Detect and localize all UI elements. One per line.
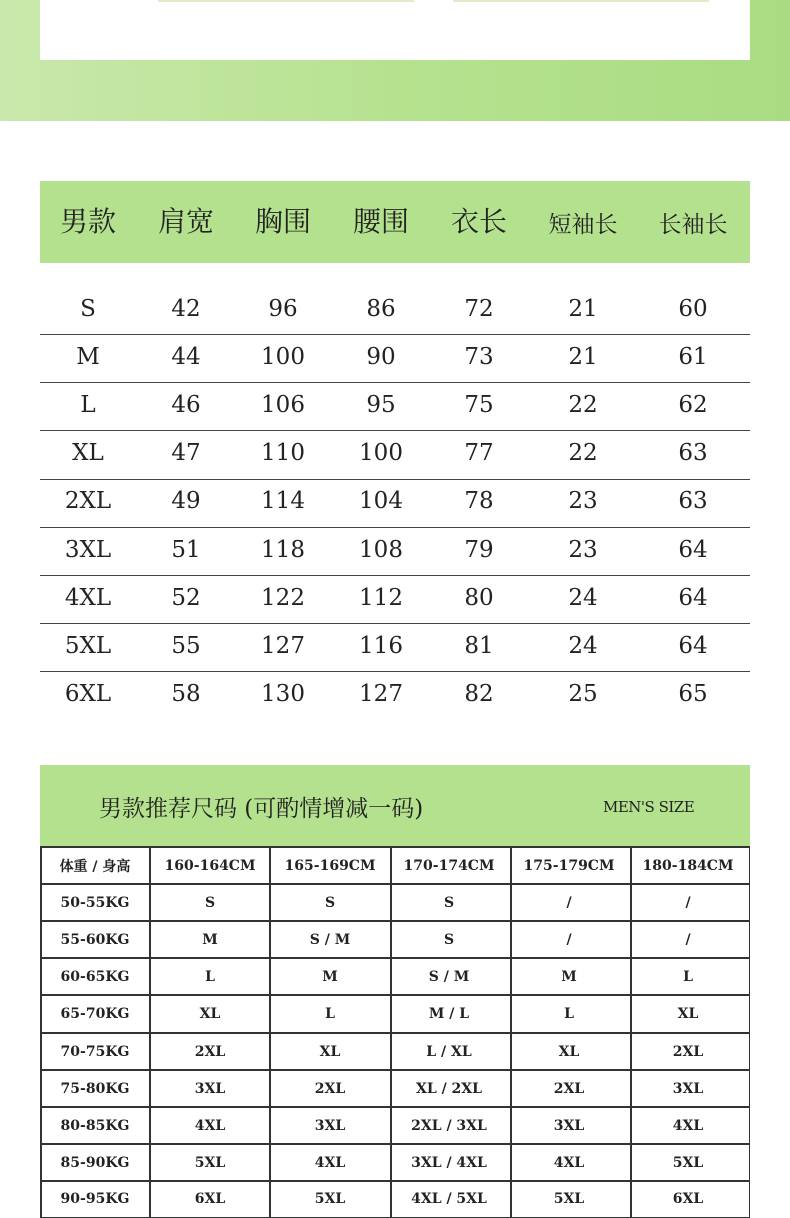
recommend-cell: 6XL xyxy=(194,1191,226,1208)
size-label: 6XL xyxy=(64,680,112,707)
size-value: 77 xyxy=(464,440,494,467)
weight-label: 70-75KG xyxy=(60,1043,130,1060)
recommend-cell: 2XL xyxy=(553,1080,585,1097)
size-value: 95 xyxy=(366,392,396,419)
recommend-cell: XL xyxy=(199,1006,221,1022)
recommend-cell: 3XL xyxy=(672,1080,704,1097)
grid-line xyxy=(269,846,271,1218)
size-row xyxy=(40,384,750,432)
recommend-cell: XL xyxy=(319,1043,341,1060)
grid-line xyxy=(40,1069,750,1071)
grid-line xyxy=(40,1106,750,1108)
recommend-cell: 3XL xyxy=(194,1080,226,1097)
size-header-cell: 长袖长 xyxy=(658,212,728,238)
recommend-cell: 4XL xyxy=(553,1154,585,1171)
grid-line xyxy=(40,1143,750,1145)
size-value: 104 xyxy=(359,488,403,515)
size-value: 110 xyxy=(261,440,305,467)
recommend-cell: / xyxy=(566,931,572,948)
recommend-cell: S / M xyxy=(428,968,470,985)
card-divider xyxy=(453,0,709,2)
recommend-cell: L / XL xyxy=(426,1043,472,1060)
weight-label: 60-65KG xyxy=(60,968,130,985)
size-value: 58 xyxy=(171,680,201,707)
size-value: 61 xyxy=(678,344,708,371)
size-header-cell: 男款 xyxy=(59,205,117,238)
size-value: 118 xyxy=(261,536,305,563)
weight-label: 50-55KG xyxy=(60,894,130,911)
recommend-header-cell: 165-169CM xyxy=(284,857,376,874)
size-value: 112 xyxy=(359,584,403,611)
recommend-cell: / xyxy=(685,894,691,911)
size-label: 3XL xyxy=(64,536,112,563)
recommend-cell: 4XL xyxy=(314,1154,346,1171)
recommend-cell: XL / 2XL xyxy=(415,1080,483,1097)
recommend-header-cell: 170-174CM xyxy=(403,857,495,874)
recommend-header-cell: 175-179CM xyxy=(523,857,615,874)
size-row xyxy=(40,480,750,528)
size-row xyxy=(40,288,750,336)
recommend-header-cell: 体重 / 身高 xyxy=(59,858,131,875)
recommend-cell: M xyxy=(322,968,338,985)
recommend-cell: 2XL xyxy=(672,1043,704,1060)
grid-line xyxy=(40,846,42,1218)
grid-line xyxy=(40,994,750,996)
recommend-subtitle: MEN'S SIZE xyxy=(603,798,695,816)
size-value: 60 xyxy=(678,296,708,322)
grid-line xyxy=(630,846,632,1218)
grid-line xyxy=(40,957,750,959)
size-label: XL xyxy=(72,440,104,467)
size-value: 21 xyxy=(568,296,598,322)
grid-line xyxy=(40,920,750,922)
recommend-cell: L xyxy=(325,1006,335,1022)
size-header-cell: 短袖长 xyxy=(548,212,618,238)
recommend-cell: L xyxy=(564,1006,574,1022)
weight-label: 75-80KG xyxy=(60,1080,130,1097)
recommend-cell: S xyxy=(443,894,455,911)
recommend-cell: 5XL xyxy=(314,1191,346,1208)
size-value: 21 xyxy=(568,344,598,371)
size-label: 2XL xyxy=(64,488,112,515)
size-value: 65 xyxy=(678,680,708,707)
weight-label: 55-60KG xyxy=(60,931,130,948)
grid-line xyxy=(749,846,751,1218)
recommend-title: 男款推荐尺码 (可酌情增减一码) xyxy=(99,796,424,822)
size-value: 64 xyxy=(678,584,708,611)
size-value: 64 xyxy=(678,536,708,563)
size-row xyxy=(40,577,750,625)
recommend-cell: M / L xyxy=(428,1006,470,1022)
size-value: 114 xyxy=(261,488,305,515)
weight-label: 65-70KG xyxy=(60,1006,130,1022)
size-value: 130 xyxy=(261,680,305,707)
size-label: M xyxy=(76,344,100,371)
size-value: 23 xyxy=(568,536,598,563)
size-value: 116 xyxy=(359,632,403,659)
recommend-cell: M xyxy=(202,931,218,948)
recommend-cell: 6XL xyxy=(672,1191,704,1208)
recommend-cell: / xyxy=(685,931,691,948)
size-label: S xyxy=(80,296,96,322)
size-value: 90 xyxy=(366,344,396,371)
recommend-cell: 3XL xyxy=(314,1117,346,1134)
row-divider xyxy=(40,334,750,335)
row-divider xyxy=(40,382,750,383)
size-value: 25 xyxy=(568,680,598,707)
recommend-grid xyxy=(40,846,750,1218)
recommend-cell: M xyxy=(561,968,577,985)
size-row xyxy=(40,529,750,577)
grid-line xyxy=(40,846,750,848)
recommend-cell: / xyxy=(566,894,572,911)
weight-label: 90-95KG xyxy=(60,1191,130,1208)
recommend-cell: S / M xyxy=(309,931,351,948)
size-value: 72 xyxy=(464,296,494,322)
size-value: 100 xyxy=(261,344,305,371)
recommend-cell: S xyxy=(443,931,455,948)
size-value: 49 xyxy=(171,488,201,515)
size-value: 64 xyxy=(678,632,708,659)
size-value: 62 xyxy=(678,392,708,419)
size-value: 47 xyxy=(171,440,201,467)
size-header-cell: 肩宽 xyxy=(157,205,215,238)
recommend-cell: 2XL / 3XL xyxy=(411,1117,487,1134)
size-value: 22 xyxy=(568,440,598,467)
size-value: 42 xyxy=(171,296,201,322)
size-value: 127 xyxy=(261,632,305,659)
recommend-cell: 3XL / 4XL xyxy=(411,1154,487,1171)
recommend-cell: L xyxy=(683,968,693,985)
size-row xyxy=(40,625,750,673)
size-value: 24 xyxy=(568,632,598,659)
size-value: 73 xyxy=(464,344,494,371)
recommend-cell: S xyxy=(204,894,216,911)
recommend-cell: 4XL xyxy=(194,1117,226,1134)
size-row xyxy=(40,336,750,384)
size-value: 82 xyxy=(464,680,494,707)
size-value: 63 xyxy=(678,488,708,515)
grid-line xyxy=(510,846,512,1218)
grid-line xyxy=(40,1180,750,1182)
size-header-cell: 衣长 xyxy=(450,205,508,238)
grid-line xyxy=(40,883,750,885)
size-value: 106 xyxy=(261,392,305,419)
recommend-cell: 4XL / 5XL xyxy=(411,1191,487,1208)
grid-line xyxy=(40,1032,750,1034)
size-value: 46 xyxy=(171,392,201,419)
recommend-cell: 2XL xyxy=(314,1080,346,1097)
recommend-cell: 4XL xyxy=(672,1117,704,1134)
size-value: 24 xyxy=(568,584,598,611)
size-value: 81 xyxy=(464,632,494,659)
size-value: 96 xyxy=(268,296,298,322)
size-value: 122 xyxy=(261,584,305,611)
size-label: 4XL xyxy=(64,584,112,611)
size-row xyxy=(40,432,750,480)
recommend-cell: 3XL xyxy=(553,1117,585,1134)
recommend-header-cell: 160-164CM xyxy=(164,857,256,874)
recommend-header-cell: 180-184CM xyxy=(642,857,734,874)
weight-label: 80-85KG xyxy=(60,1117,130,1134)
row-divider xyxy=(40,430,750,431)
size-value: 79 xyxy=(464,536,494,563)
size-value: 127 xyxy=(359,680,403,707)
recommend-cell: S xyxy=(324,894,336,911)
size-value: 44 xyxy=(171,344,201,371)
grid-line xyxy=(149,846,151,1218)
weight-label: 85-90KG xyxy=(60,1154,130,1171)
size-header-cell: 胸围 xyxy=(254,205,312,238)
size-value: 51 xyxy=(171,536,201,563)
recommend-cell: L xyxy=(205,968,215,985)
recommend-cell: 2XL xyxy=(194,1043,226,1060)
size-header-cell: 腰围 xyxy=(352,205,410,238)
size-value: 100 xyxy=(359,440,403,467)
recommend-cell: 5XL xyxy=(553,1191,585,1208)
size-value: 86 xyxy=(366,296,396,322)
card-divider xyxy=(158,0,414,2)
size-row xyxy=(40,673,750,721)
top-card xyxy=(40,0,750,60)
recommend-cell: XL xyxy=(677,1006,699,1022)
size-value: 55 xyxy=(171,632,201,659)
size-value: 22 xyxy=(568,392,598,419)
size-value: 78 xyxy=(464,488,494,515)
recommend-cell: XL xyxy=(558,1043,580,1060)
size-value: 63 xyxy=(678,440,708,467)
size-value: 108 xyxy=(359,536,403,563)
grid-line xyxy=(390,846,392,1218)
size-value: 23 xyxy=(568,488,598,515)
size-label: L xyxy=(80,392,96,419)
size-label: 5XL xyxy=(64,632,112,659)
size-value: 52 xyxy=(171,584,201,611)
size-value: 75 xyxy=(464,392,494,419)
recommend-cell: 5XL xyxy=(194,1154,226,1171)
recommend-cell: 5XL xyxy=(672,1154,704,1171)
size-value: 80 xyxy=(464,584,494,611)
